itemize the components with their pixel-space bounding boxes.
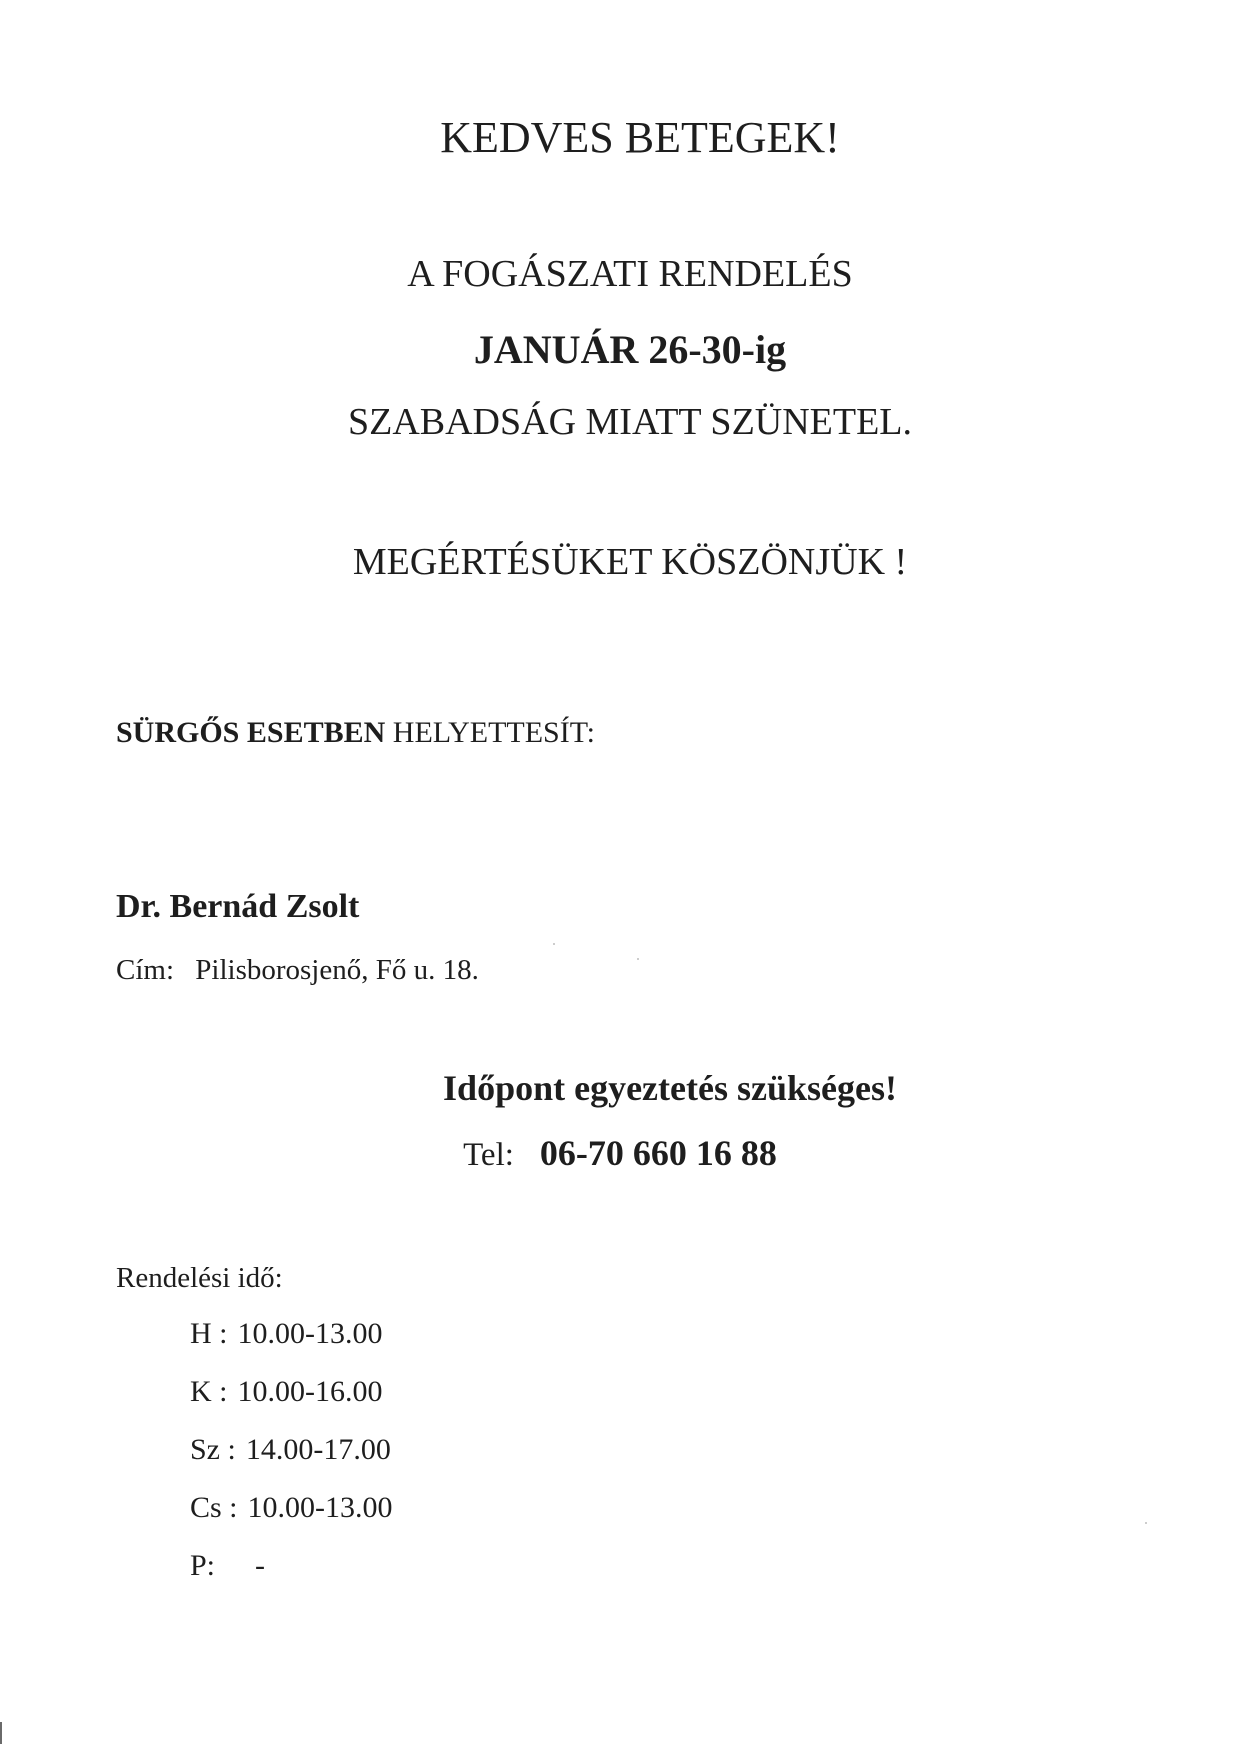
hours-day: Sz : (190, 1433, 236, 1466)
scan-edge-mark (0, 1722, 2, 1744)
closure-line-1: A FOGÁSZATI RENDELÉS (407, 253, 853, 295)
greeting-heading: KEDVES BETEGEK! (440, 113, 840, 162)
urgent-label: SÜRGŐS ESETBEN (116, 716, 386, 749)
address-line (116, 954, 479, 987)
address-label: Cím: (116, 954, 175, 986)
urgent-substitute-line (116, 716, 595, 750)
hours-day: P: (190, 1549, 216, 1582)
office-hours-row (190, 1491, 393, 1525)
scan-speck (1145, 1522, 1147, 1524)
hours-time: 10.00-13.00 (247, 1491, 393, 1524)
hours-day: Cs : (190, 1491, 238, 1524)
scan-speck (637, 958, 639, 960)
doctor-name: Dr. Bernád Zsolt (116, 888, 360, 925)
office-hours-row (190, 1375, 383, 1409)
phone-number: 06-70 660 16 88 (539, 1133, 777, 1173)
office-hours-row (190, 1317, 383, 1351)
closure-dates: JANUÁR 26-30-ig (473, 327, 787, 372)
office-hours-row (190, 1549, 265, 1583)
hours-time: 10.00-13.00 (237, 1317, 383, 1350)
office-hours-title: Rendelési idő: (116, 1262, 283, 1294)
substitute-label: HELYETTESÍT: (392, 716, 595, 749)
address-value: Pilisborosjenő, Fő u. 18. (195, 954, 479, 986)
office-hours-row (190, 1433, 391, 1467)
phone-line (0, 1132, 1240, 1174)
hours-time: - (255, 1549, 266, 1582)
hours-day: K : (190, 1375, 228, 1408)
scan-speck (553, 943, 555, 945)
hours-day: H : (190, 1317, 228, 1350)
closure-line-3: SZABADSÁG MIATT SZÜNETEL. (347, 401, 913, 443)
appointment-note: Időpont egyeztetés szükséges! (443, 1068, 897, 1108)
hours-time: 10.00-16.00 (237, 1375, 383, 1408)
phone-label: Tel: (463, 1137, 514, 1173)
hours-time: 14.00-17.00 (245, 1433, 391, 1466)
thanks-line: MEGÉRTÉSÜKET KÖSZÖNJÜK ! (352, 541, 908, 583)
